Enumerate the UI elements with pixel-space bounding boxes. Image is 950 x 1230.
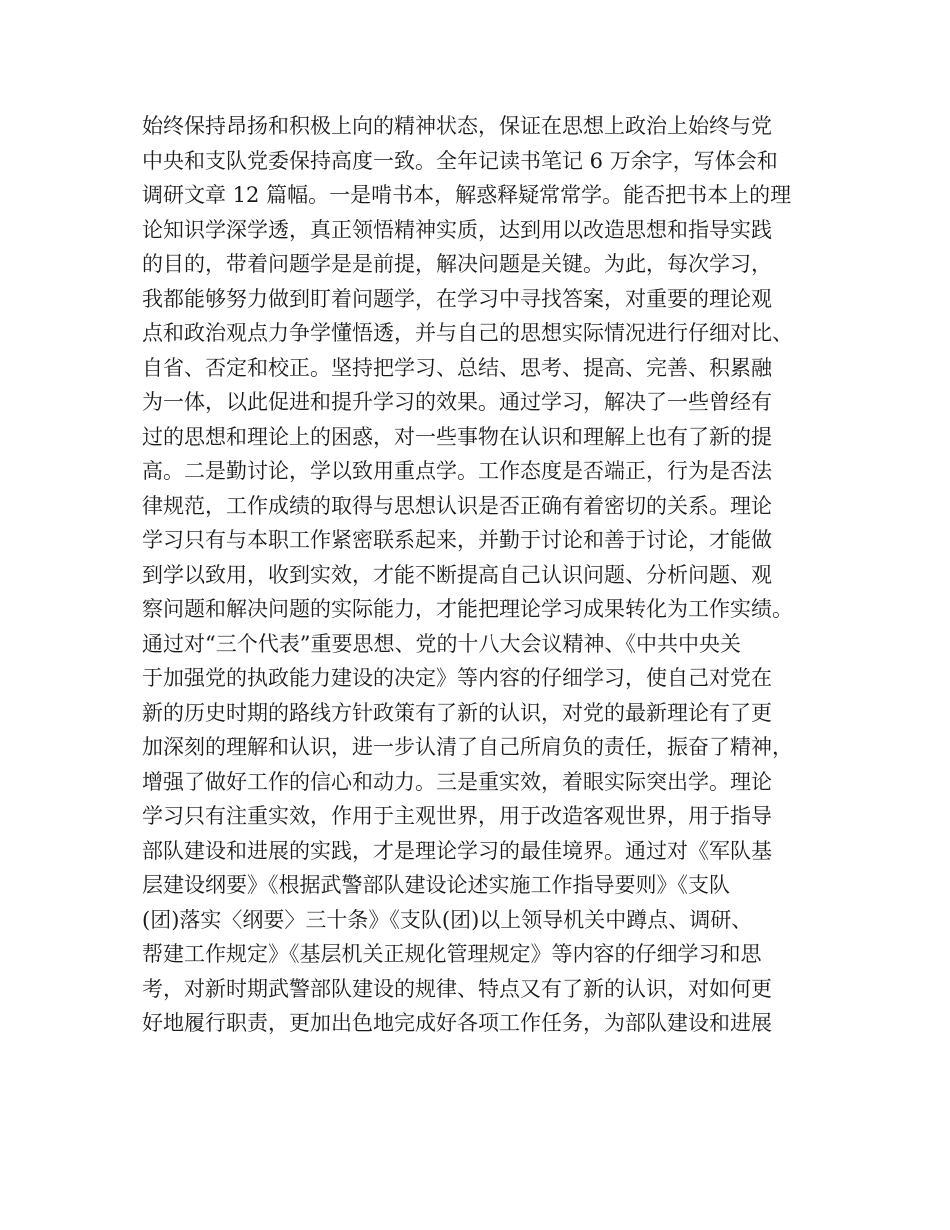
text-line: 新的历史时期的路线方针政策有了新的认识，对党的最新理论有了更 [142, 700, 772, 725]
text-line: 高。二是勤讨论，学以致用重点学。工作态度是否端正，行为是否法 [142, 459, 772, 483]
text-line: 的目的，带着问题学是是前提，解决问题是关键。为此，每次学习， [142, 252, 772, 276]
text-line: 学习只有注重实效，作用于主观世界，用于改造客观世界，用于指导 [142, 804, 772, 828]
text-line: 过的思想和理论上的困惑，对一些事物在认识和理解上也有了新的提 [142, 424, 772, 449]
text-line: 好地履行职责，更加出色地完成好各项工作任务，为部队建设和进展 [142, 1011, 772, 1035]
text-line: 通过对“三个代表”重要思想、党的十八大会议精神、《中共中央关 [142, 631, 741, 656]
text-line: 调研文章 12 篇幅。一是啃书本，解惑释疑常常学。能否把书本上的理 [142, 183, 792, 207]
text-line: 层建设纲要》《根据武警部队建设论述实施工作指导要则》《支队 [142, 873, 730, 897]
text-line: 部队建设和进展的实践，才是理论学习的最佳境界。通过对《军队基 [142, 838, 772, 863]
text-line: 为一体，以此促进和提升学习的效果。通过学习，解决了一些曾经有 [142, 390, 772, 414]
text-line: 考，对新时期武警部队建设的规律、特点又有了新的认识，对如何更 [142, 976, 772, 1001]
text-line: (团)落实〈纲要〉三十条》《支队(团)以上领导机关中蹲点、调研、 [142, 907, 753, 932]
text-line: 学习只有与本职工作紧密联系起来，并勤于讨论和善于讨论，才能做 [142, 528, 772, 552]
text-line: 加深刻的理解和认识，进一步认清了自己所肩负的责任，振奋了精神， [142, 735, 793, 759]
text-line: 到学以致用，收到实效，才能不断提高自己认识问题、分析问题、观 [142, 562, 772, 587]
text-line: 帮建工作规定》《基层机关正规化管理规定》等内容的仔细学习和思 [142, 942, 762, 966]
text-line: 察问题和解决问题的实际能力，才能把理论学习成果转化为工作实绩。 [142, 597, 793, 621]
text-line: 点和政治观点力争学懂悟透，并与自己的思想实际情况进行仔细对比、 [142, 321, 793, 345]
text-line: 论知识学深学透，真正领悟精神实质，达到用以改造思想和指导实践 [142, 217, 772, 242]
text-line: 律规范，工作成绩的取得与思想认识是否正确有着密切的关系。理论 [142, 493, 772, 518]
body-text [142, 109, 842, 1041]
text-line: 自省、否定和校正。坚持把学习、总结、思考、提高、完善、积累融 [142, 355, 772, 380]
text-line: 我都能够努力做到盯着问题学，在学习中寻找答案，对重要的理论观 [142, 286, 772, 311]
text-line: 于加强党的执政能力建设的决定》等内容的仔细学习，使自己对党在 [142, 666, 772, 690]
text-line: 始终保持昂扬和积极上向的精神状态，保证在思想上政治上始终与党 [142, 114, 772, 138]
text-line: 中央和支队党委保持高度一致。全年记读书笔记 6 万余字，写体会和 [142, 148, 778, 173]
text-line: 增强了做好工作的信心和动力。三是重实效，着眼实际突出学。理论 [142, 769, 772, 794]
